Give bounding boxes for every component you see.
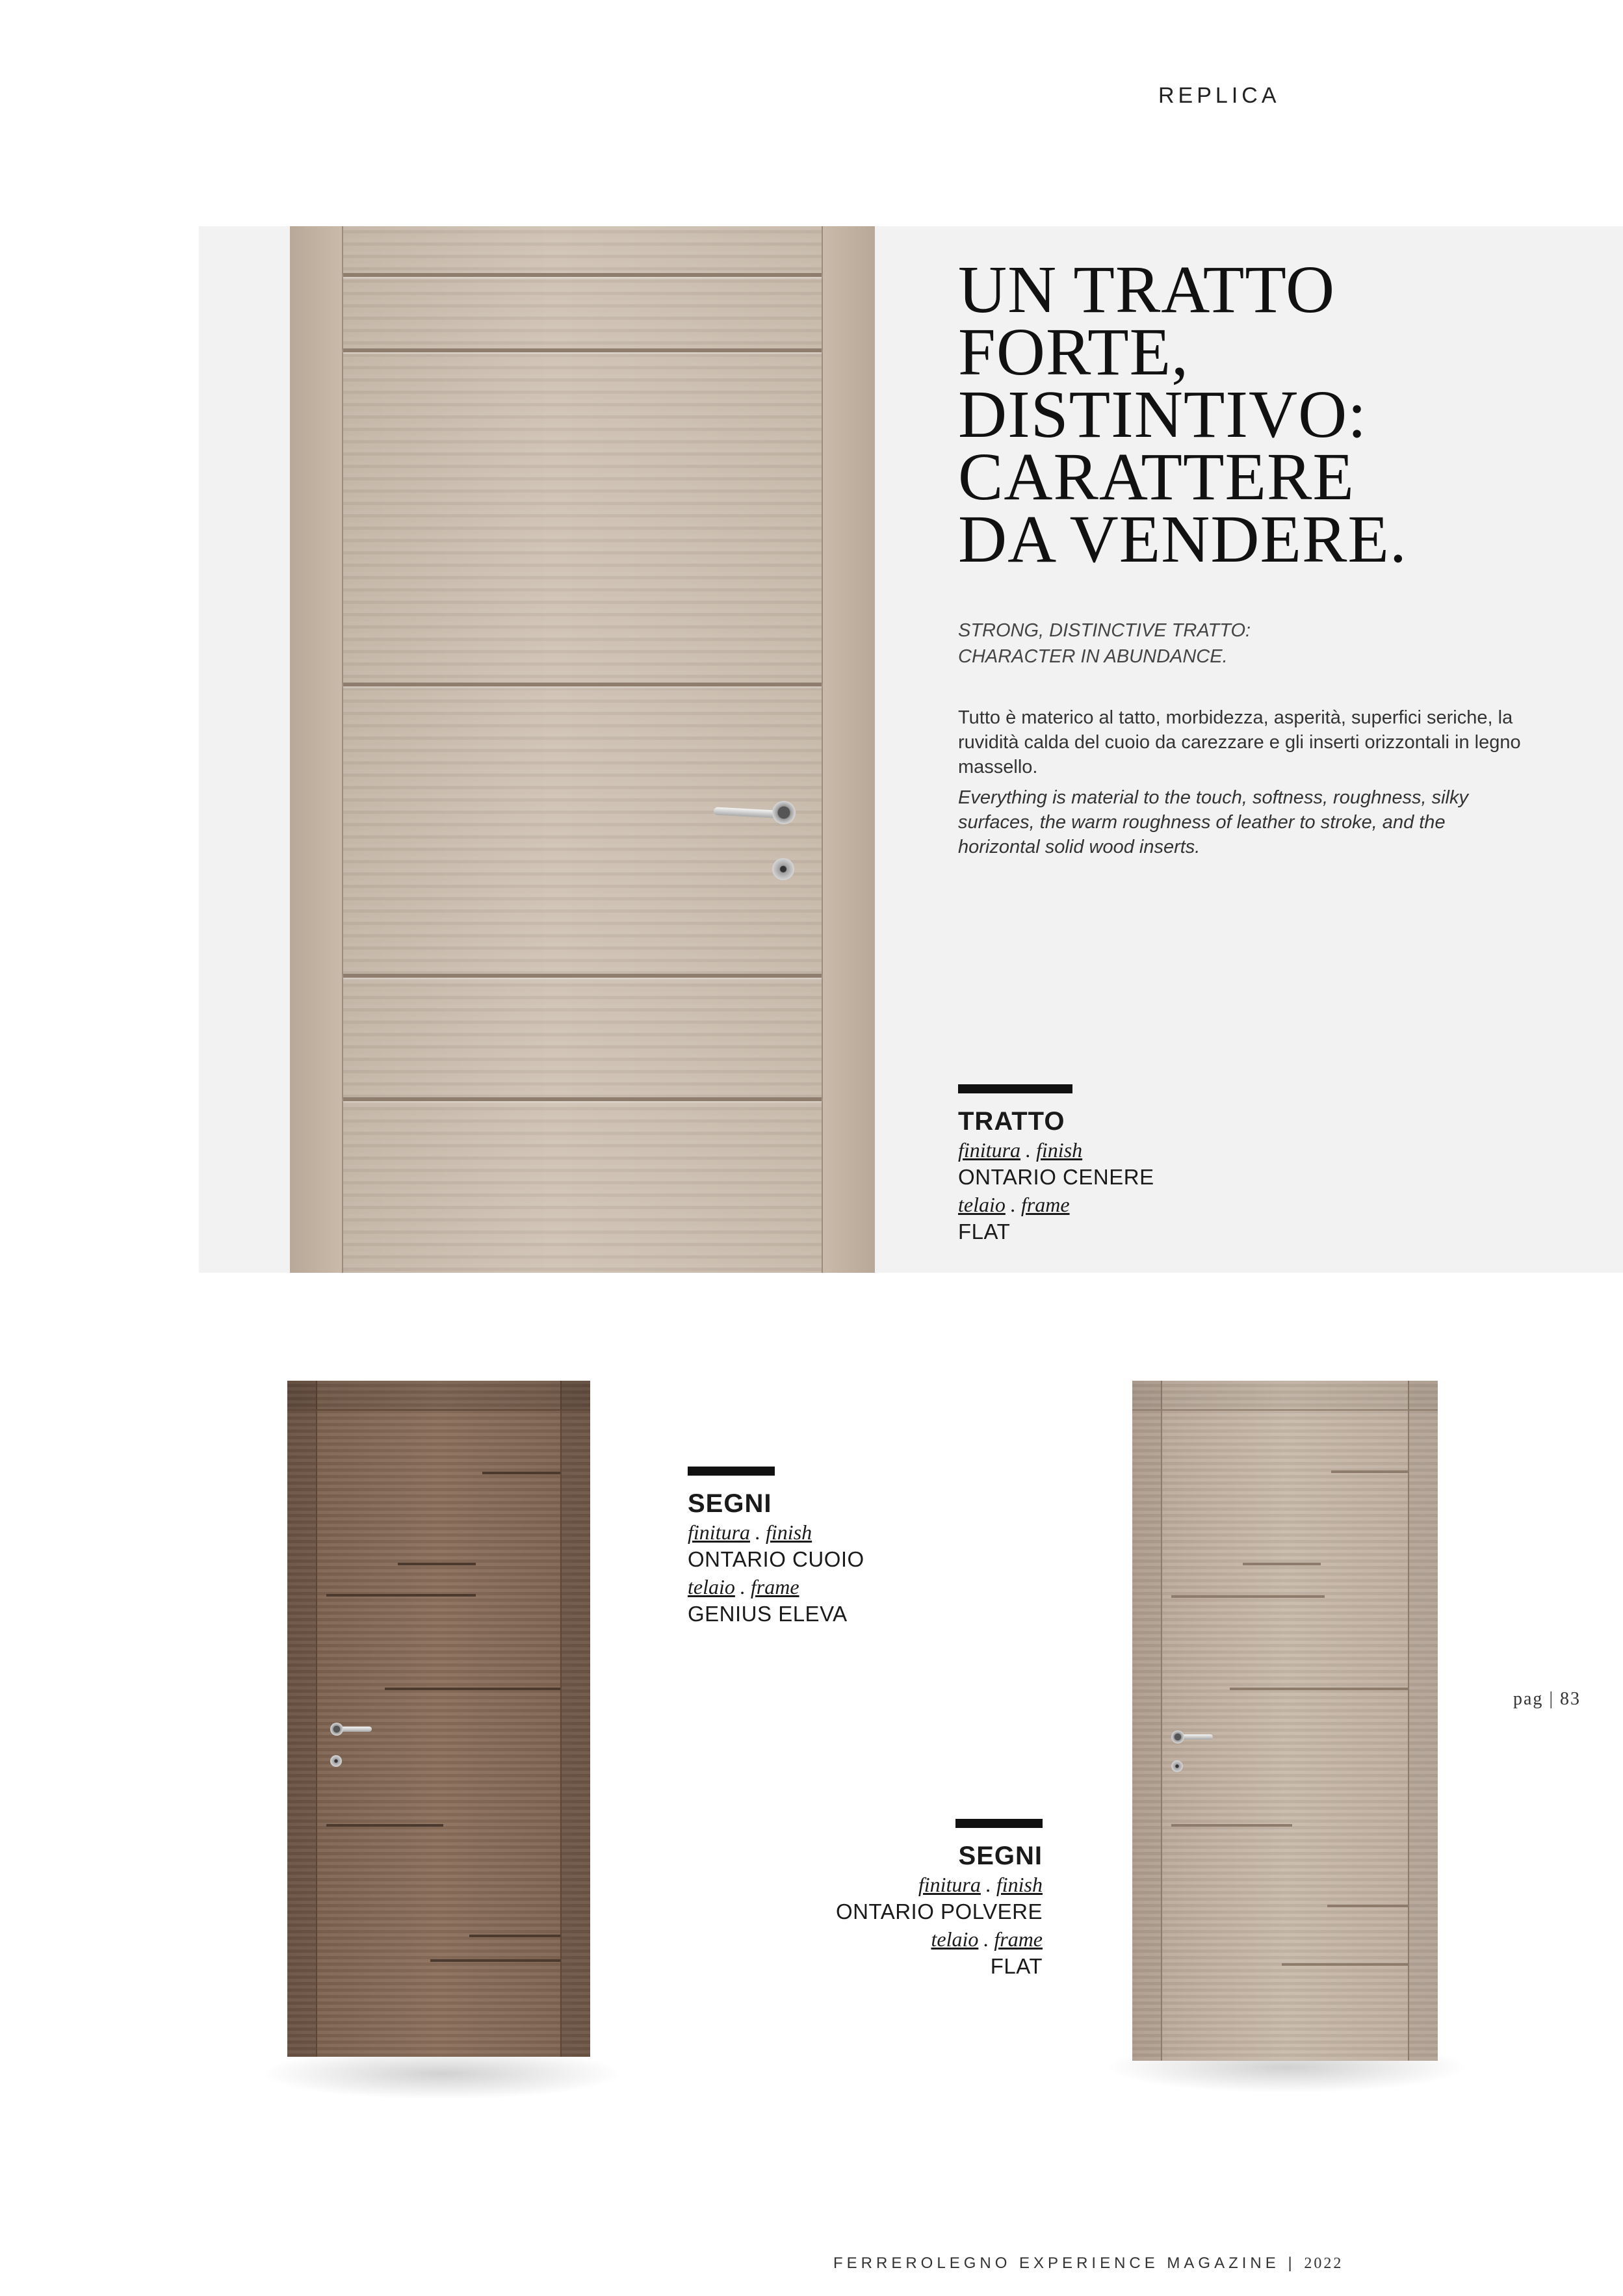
door-slot	[1331, 1470, 1409, 1473]
subtitle-line: STRONG, DISTINCTIVE TRATTO:	[958, 620, 1251, 641]
model-name: SEGNI	[688, 1489, 772, 1518]
door-handle-lever	[714, 807, 776, 818]
door-frame-top	[287, 1381, 590, 1411]
finish-value: ONTARIO POLVERE	[835, 1899, 1043, 1924]
door-frame-left	[1132, 1381, 1162, 2061]
spec-block-tratto	[958, 1084, 1154, 1246]
finish-label: finitura . finish	[688, 1520, 812, 1544]
door-slot	[385, 1688, 560, 1690]
body-text-english: Everything is material to the touch, softness, roughness, silky surfaces, the warm roughness of leather to stroke, and the horizontal solid wood inserts.	[958, 787, 1468, 857]
door-frame-right	[560, 1381, 590, 2057]
keyhole-icon	[772, 858, 794, 880]
body-text-italian: Tutto è materico al tatto, morbidezza, asperità, superfici seriche, la ruvidità calda del cuoio da carezzare e gli inserti orizzontali in legno massello.	[958, 707, 1521, 777]
door-groove	[343, 974, 822, 978]
headline-line: CARATTERE	[958, 439, 1355, 514]
frame-value: FLAT	[958, 1220, 1011, 1244]
footer-separator: |	[1288, 2254, 1296, 2272]
keyhole-icon	[1171, 1760, 1183, 1772]
door-slot	[326, 1594, 476, 1597]
footer	[833, 2254, 1343, 2273]
door-handle-rose	[772, 801, 796, 824]
door-slot	[482, 1472, 560, 1474]
spec-block-segni-polvere	[754, 1819, 1043, 1980]
door-slot	[1171, 1824, 1292, 1827]
door-handle-lever	[339, 1727, 372, 1732]
page-headline	[958, 252, 1543, 577]
headline-line: FORTE,	[958, 315, 1189, 389]
door-slot	[430, 1959, 560, 1962]
door-frame-top	[1132, 1381, 1438, 1411]
door-frame-right	[822, 226, 875, 1273]
door-frame-left	[290, 226, 343, 1273]
door-handle-rose	[1171, 1730, 1184, 1743]
spec-bar	[688, 1467, 775, 1476]
model-name: TRATTO	[958, 1107, 1065, 1136]
frame-value: FLAT	[990, 1954, 1043, 1978]
door-frame-left	[287, 1381, 317, 2057]
footer-year: 2022	[1304, 2255, 1344, 2272]
headline-line: DA VENDERE.	[958, 502, 1407, 577]
frame-label: telaio . frame	[688, 1575, 799, 1598]
door-slot	[1171, 1595, 1325, 1598]
page-number: pag | 83	[1513, 1689, 1581, 1709]
section-label: REPLICA	[1158, 83, 1280, 108]
frame-label: telaio . frame	[931, 1927, 1043, 1951]
spec-bar	[955, 1819, 1043, 1828]
subtitle	[958, 618, 1543, 670]
hero-door-image	[290, 226, 875, 1273]
finish-label: finitura . finish	[958, 1138, 1083, 1162]
door-slot	[326, 1824, 443, 1827]
headline-line: DISTINTIVO:	[958, 377, 1368, 452]
spec-block-segni-cuoio	[688, 1467, 864, 1628]
door-slot	[469, 1935, 560, 1937]
frame-label: telaio . frame	[958, 1193, 1070, 1216]
magazine-name: FERREROLEGNO EXPERIENCE MAGAZINE	[833, 2254, 1280, 2272]
door-handle-rose	[330, 1723, 343, 1736]
door-slot	[1243, 1563, 1321, 1565]
finish-value: ONTARIO CUOIO	[688, 1547, 864, 1571]
door-groove	[343, 1097, 822, 1101]
door-slot	[1327, 1905, 1409, 1907]
door-segni-cuoio-image	[287, 1381, 590, 2057]
keyhole-icon	[330, 1755, 342, 1767]
subtitle-line: CHARACTER IN ABUNDANCE.	[958, 646, 1228, 667]
door-slot	[1282, 1963, 1409, 1966]
spec-bar	[958, 1084, 1072, 1093]
finish-value: ONTARIO CENERE	[958, 1165, 1154, 1189]
model-name: SEGNI	[958, 1842, 1043, 1870]
door-segni-polvere-image	[1132, 1381, 1438, 2061]
finish-label: finitura . finish	[918, 1873, 1043, 1896]
door-frame-right	[1408, 1381, 1438, 2061]
door-groove	[343, 683, 822, 686]
frame-value: GENIUS ELEVA	[688, 1602, 848, 1626]
door-slot	[1230, 1688, 1409, 1690]
door-slot	[398, 1563, 476, 1565]
headline-line: UN TRATTO	[958, 252, 1336, 327]
door-groove	[343, 273, 822, 277]
door-groove	[343, 348, 822, 352]
